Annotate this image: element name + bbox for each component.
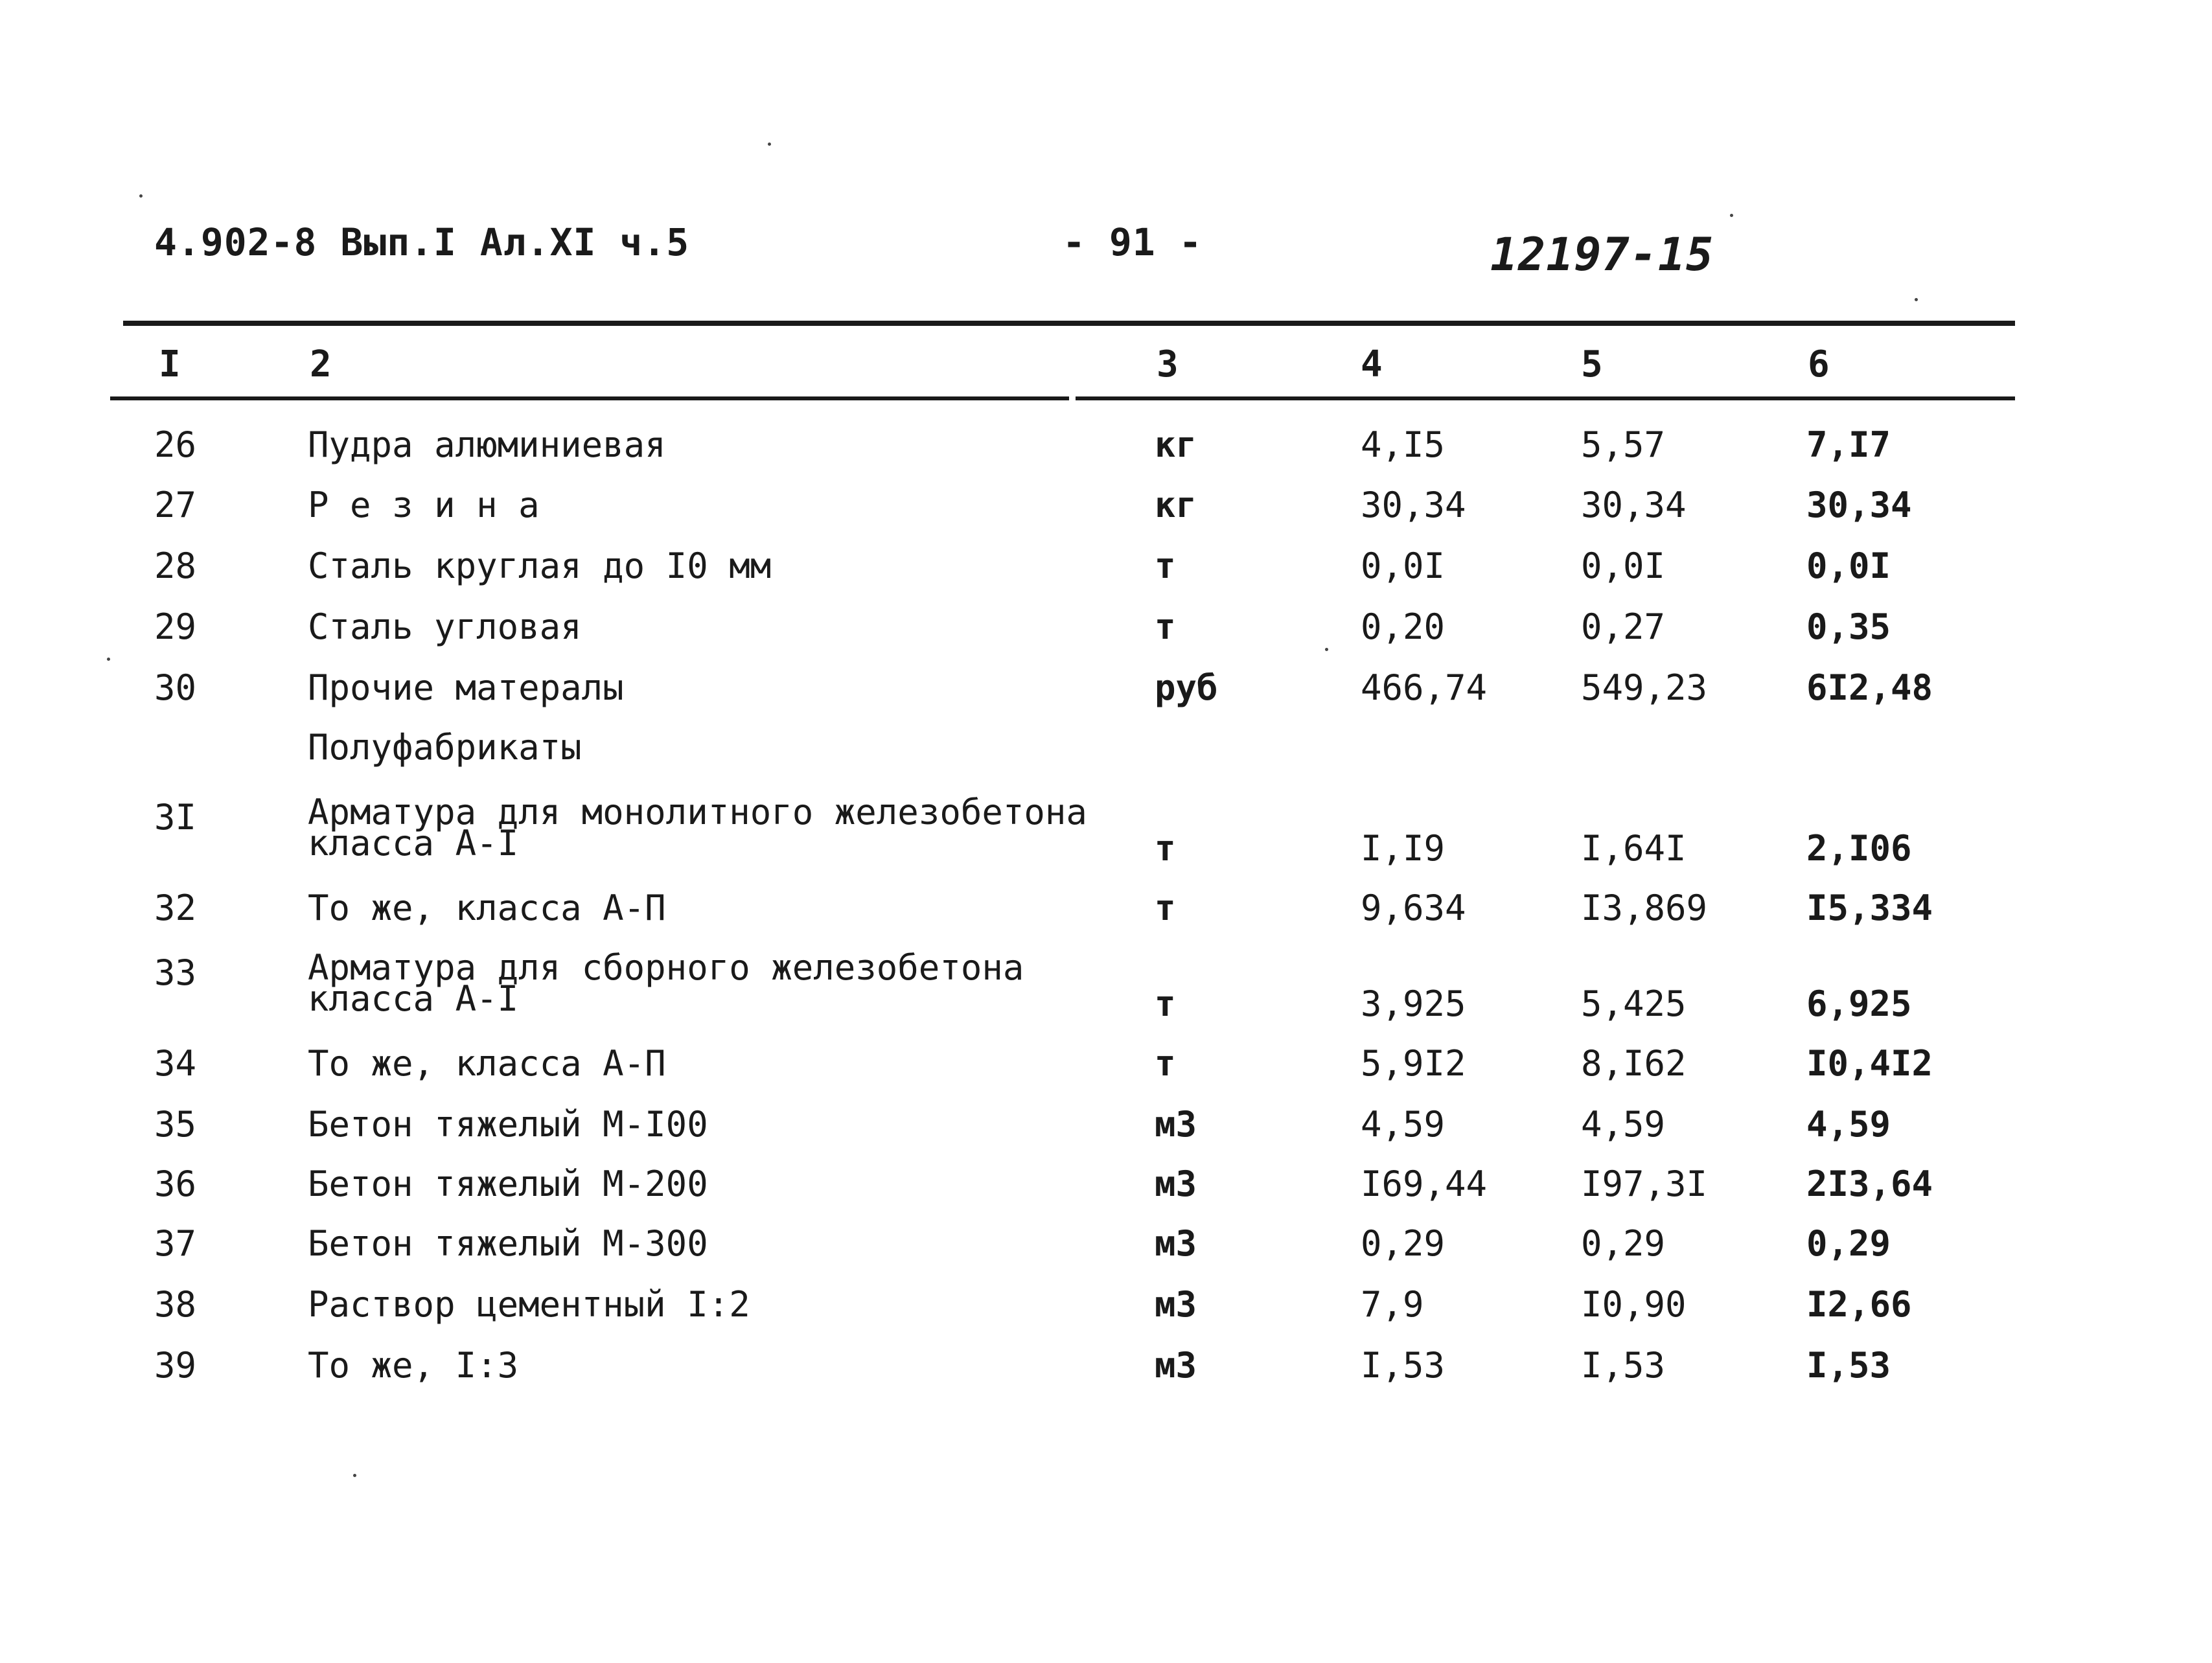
unit: м3: [1155, 1104, 1197, 1145]
material-name-line1: Арматура для сборного железобетона: [308, 947, 1024, 988]
table-row: [0, 1284, 2212, 1336]
value-col6: I,53: [1806, 1345, 1891, 1386]
material-name: Раствор цементный I:2: [308, 1284, 750, 1325]
table-row: [0, 727, 2212, 779]
table-row: [0, 545, 2212, 597]
material-name: То же, класса А-П: [308, 888, 666, 928]
unit: кг: [1155, 424, 1197, 465]
page-number: - 91 -: [1063, 220, 1203, 264]
table-row: [0, 1104, 2212, 1156]
scan-speck: [1730, 214, 1733, 217]
value-col5: 5,57: [1581, 424, 1666, 465]
row-number: 29: [154, 606, 197, 647]
unit: м3: [1155, 1223, 1197, 1264]
column-header-3: 3: [1157, 343, 1179, 385]
value-col5: I0,90: [1581, 1284, 1687, 1325]
unit: т: [1155, 606, 1176, 647]
value-col5: 0,0I: [1581, 545, 1666, 586]
value-col5: 30,34: [1581, 485, 1687, 525]
row-number: 34: [154, 1043, 197, 1084]
document-code: 4.902-8 Вып.I Ал.XI ч.5: [154, 220, 690, 264]
row-number: 39: [154, 1345, 197, 1386]
value-col5: I3,869: [1581, 888, 1708, 928]
value-col5: 8,I62: [1581, 1043, 1687, 1084]
material-name: Бетон тяжелый М-I00: [308, 1104, 708, 1145]
material-name: Сталь угловая: [308, 606, 582, 647]
scan-speck: [107, 658, 110, 661]
value-col6: 0,29: [1806, 1223, 1891, 1264]
row-number: 38: [154, 1284, 197, 1325]
value-col6: 4,59: [1806, 1104, 1891, 1145]
value-col5: 0,29: [1581, 1223, 1666, 1264]
row-number: 36: [154, 1164, 197, 1204]
table-row: [0, 1345, 2212, 1397]
unit: м3: [1155, 1345, 1197, 1386]
value-col5: 0,27: [1581, 606, 1666, 647]
column-header-2: 2: [310, 343, 332, 385]
archive-number: 12197-15: [1490, 228, 1714, 281]
material-name: То же, I:3: [308, 1345, 519, 1386]
table-row: [0, 1164, 2212, 1215]
scan-speck: [1915, 298, 1918, 301]
value-col4: I,53: [1361, 1345, 1446, 1386]
value-col5: I97,3I: [1581, 1164, 1708, 1204]
material-name: Пудра алюминиевая: [308, 424, 666, 465]
value-col4: 466,74: [1361, 667, 1488, 708]
row-number: 37: [154, 1223, 197, 1264]
row-number: 32: [154, 888, 197, 928]
value-col5: I,64I: [1581, 828, 1687, 869]
table-row: [0, 424, 2212, 476]
unit: кг: [1155, 485, 1197, 525]
scan-speck: [1325, 648, 1328, 651]
material-name-line1: Арматура для монолитного железобетона: [308, 792, 1087, 832]
value-col4: 7,9: [1361, 1284, 1424, 1325]
material-name: Полуфабрикаты: [308, 727, 582, 768]
value-col6: 2I3,64: [1806, 1164, 1933, 1204]
column-header-4: 4: [1361, 343, 1383, 385]
value-col5: I,53: [1581, 1345, 1666, 1386]
value-col5: 549,23: [1581, 667, 1708, 708]
column-header-1: I: [159, 343, 181, 385]
value-col6: I0,4I2: [1806, 1043, 1933, 1084]
unit: м3: [1155, 1164, 1197, 1204]
material-name-line2: класса А-I: [308, 823, 519, 864]
material-name: Бетон тяжелый М-300: [308, 1223, 708, 1264]
row-number: 3I: [154, 797, 197, 838]
value-col4: 0,20: [1361, 606, 1446, 647]
value-col6: I2,66: [1806, 1284, 1912, 1325]
scan-speck: [768, 143, 771, 146]
row-number: 27: [154, 485, 197, 525]
material-name: [308, 947, 1024, 1019]
scan-speck: [353, 1474, 356, 1477]
table-row: [0, 606, 2212, 658]
row-number: 30: [154, 667, 197, 708]
material-name: Прочие матерaлы: [308, 667, 624, 708]
value-col4: I69,44: [1361, 1164, 1488, 1204]
value-col6: 0,0I: [1806, 545, 1891, 586]
row-number: 33: [154, 952, 197, 993]
table-row: [0, 1043, 2212, 1095]
table-row: [0, 1223, 2212, 1275]
value-col4: I,I9: [1361, 828, 1446, 869]
table-row: [0, 888, 2212, 939]
unit: т: [1155, 983, 1176, 1024]
unit: руб: [1155, 667, 1218, 708]
value-col6: 7,I7: [1806, 424, 1891, 465]
value-col6: 6I2,48: [1806, 667, 1933, 708]
column-header-5: 5: [1581, 343, 1603, 385]
value-col6: 2,I06: [1806, 828, 1912, 869]
material-name: [308, 792, 1087, 864]
unit: т: [1155, 828, 1176, 869]
value-col4: 30,34: [1361, 485, 1466, 525]
value-col4: 4,59: [1361, 1104, 1446, 1145]
value-col4: 0,0I: [1361, 545, 1446, 586]
value-col5: 4,59: [1581, 1104, 1666, 1145]
value-col6: 6,925: [1806, 983, 1912, 1024]
unit: т: [1155, 888, 1176, 928]
table-row: [0, 667, 2212, 719]
value-col4: 0,29: [1361, 1223, 1446, 1264]
unit: т: [1155, 545, 1176, 586]
value-col6: 30,34: [1806, 485, 1912, 525]
material-name-line2: класса А-I: [308, 978, 519, 1019]
value-col5: 5,425: [1581, 983, 1687, 1024]
value-col6: I5,334: [1806, 888, 1933, 928]
column-header-6: 6: [1808, 343, 1830, 385]
value-col6: 0,35: [1806, 606, 1891, 647]
material-name: То же, класса А-П: [308, 1043, 666, 1084]
table-row: [0, 947, 2212, 1024]
material-name: Р е з и н а: [308, 485, 540, 525]
unit: м3: [1155, 1284, 1197, 1325]
header-bottom-rule: [110, 396, 1069, 400]
header-bottom-rule-right: [1076, 396, 2015, 400]
row-number: 26: [154, 424, 197, 465]
unit: т: [1155, 1043, 1176, 1084]
row-number: 28: [154, 545, 197, 586]
scan-speck: [139, 194, 143, 198]
table-row: [0, 485, 2212, 536]
value-col4: 5,9I2: [1361, 1043, 1466, 1084]
value-col4: 3,925: [1361, 983, 1466, 1024]
table-top-rule: [123, 321, 2015, 326]
row-number: 35: [154, 1104, 197, 1145]
table-row: [0, 792, 2212, 869]
material-name: Бетон тяжелый М-200: [308, 1164, 708, 1204]
value-col4: 4,I5: [1361, 424, 1446, 465]
value-col4: 9,634: [1361, 888, 1466, 928]
material-name: Сталь круглая до I0 мм: [308, 545, 772, 586]
